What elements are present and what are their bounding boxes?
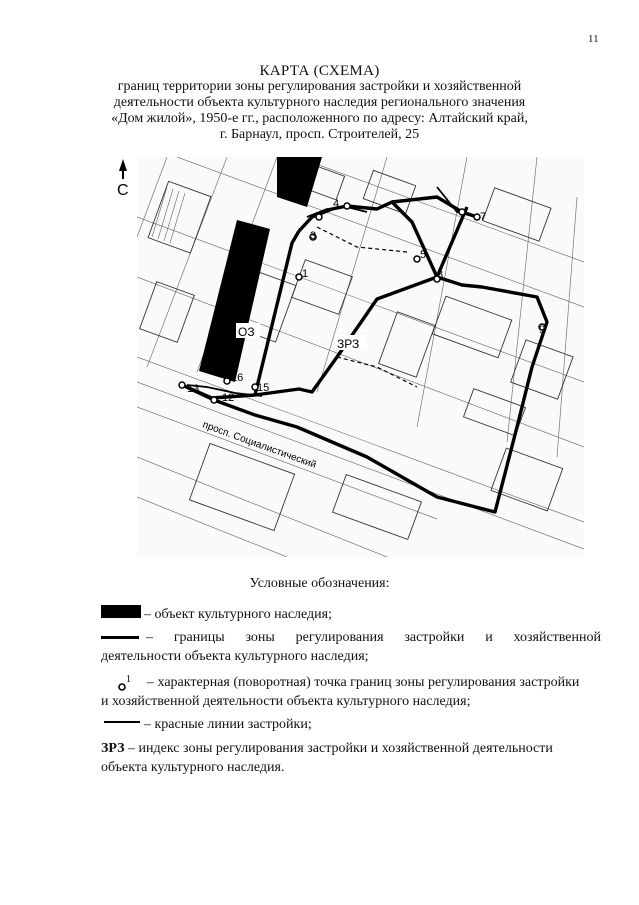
cadastral-map bbox=[137, 157, 584, 557]
point-label-4: 4 bbox=[333, 198, 340, 210]
title-line-3: деятельности объекта культурного наследия регионального значения bbox=[113, 95, 526, 110]
label-street: просп. Социалистический bbox=[200, 419, 318, 471]
page-number: 11 bbox=[588, 33, 599, 45]
legend-title: Условные обозначения: bbox=[249, 576, 390, 591]
label-zrz: ЗРЗ bbox=[337, 337, 360, 351]
title-line-1: КАРТА (СХЕМА) bbox=[259, 63, 380, 79]
legend-item-heritage: – объект культурного наследия; bbox=[144, 607, 332, 622]
point-label-15: 15 bbox=[257, 382, 270, 394]
legend-item-point: – характерная (поворотная) точка границ зоны регулирования застройки и хозяйственной деятельности объекта культурного наследия; bbox=[101, 675, 580, 709]
title-line-2: границ территории зоны регулирования застройки и хозяйственной bbox=[117, 79, 522, 94]
point-label-1: 1 bbox=[302, 268, 309, 280]
label-oz: ОЗ bbox=[238, 325, 255, 339]
point-label-3: 3 bbox=[310, 230, 317, 242]
point-label-7: 7 bbox=[480, 211, 487, 223]
point-label-9: 9 bbox=[539, 324, 546, 336]
legend-item-boundary: – границы зоны регулирования застройки и хозяйственной деятельности объекта культурного наследия; bbox=[101, 630, 601, 664]
point-label-16: 16 bbox=[231, 372, 244, 384]
point-label-12: 12 bbox=[222, 392, 235, 404]
legend-item-red-lines: – красные линии застройки; bbox=[144, 717, 312, 732]
point-label-5: 5 bbox=[420, 249, 427, 261]
point-label-8: 8 bbox=[437, 269, 444, 281]
heritage-object-symbol bbox=[101, 605, 141, 618]
north-label: С bbox=[117, 182, 129, 199]
title-line-5: г. Барнаул, просп. Строителей, 25 bbox=[219, 127, 420, 142]
title-line-4: «Дом жилой», 1950-е гг., расположенного по адресу: Алтайский край, bbox=[111, 111, 528, 126]
legend-item-zone-index: ЗРЗ – индекс зоны регулирования застройки и хозяйственной деятельности объекта культурного наследия. bbox=[101, 741, 553, 775]
red-line-symbol bbox=[104, 721, 140, 723]
map-title bbox=[0, 63, 639, 143]
north-arrow-icon bbox=[112, 159, 134, 199]
point-label-13: 13 bbox=[187, 383, 200, 395]
svg-text:1: 1 bbox=[126, 674, 131, 685]
